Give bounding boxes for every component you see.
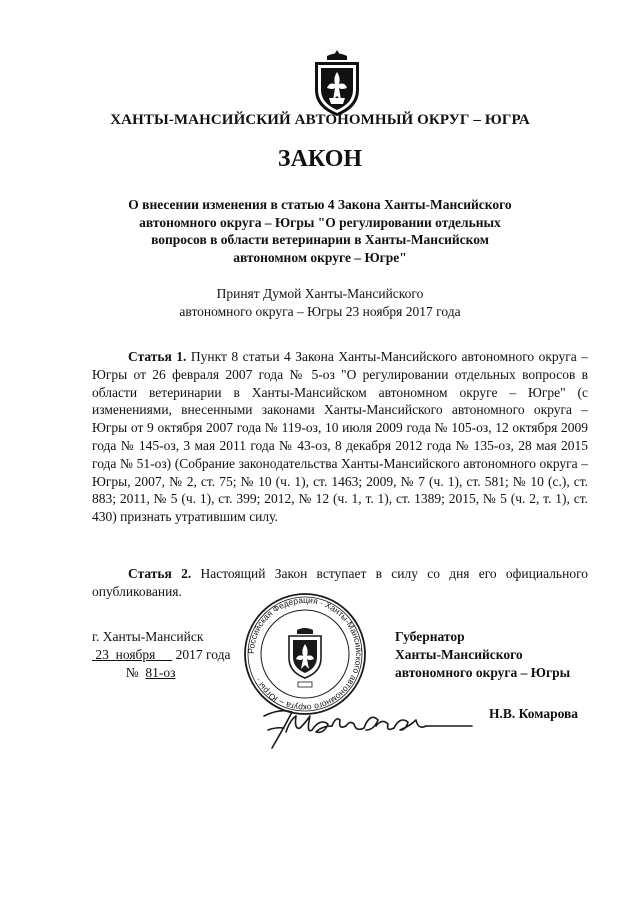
date-month: ноября [115, 647, 156, 662]
region-heading: ХАНТЫ-МАНСИЙСКИЙ АВТОНОМНЫЙ ОКРУГ – ЮГРА [110, 112, 530, 128]
governor-block [395, 628, 570, 682]
subject-line: вопросов в области ветеринарии в Ханты-Мансийском [151, 232, 489, 247]
article-2-label: Статья 2. [128, 566, 192, 581]
document-type-heading: ЗАКОН [277, 146, 363, 172]
number-value: 81-оз [145, 665, 176, 680]
governor-title-line: Губернатор [395, 629, 465, 644]
article-1-label: Статья 1. [128, 349, 187, 364]
number-line [92, 664, 230, 682]
article-2-text: Настоящий Закон вступает в силу со дня его официального опубликования. [92, 566, 589, 599]
governor-title-line: автономного округа – Югры [395, 665, 571, 680]
coat-of-arms-emblem [307, 48, 367, 118]
article-1-text: Пункт 8 статьи 4 Закона Ханты-Мансийского автономного округа – Югры от 26 февраля 2007 года № 5-оз "О регулировании отдельных вопросов в области ветеринарии в Ханты-Мансийском автономном округе – Югре" (с изменениями, внесенными законами Ханты-Мансийского автономного округа – Югры от 9 октября 2007 года № 119-оз, 10 июля 2009 года № 105-оз, 12 октября 2009 года № 145-оз, 3 мая 2011 года № 43-оз, 8 декабря 2012 года № 135-оз, 28 мая 2015 года № 51-оз) (Собрание законодательства Ханты-Мансийского автономного округа – Югры, 2007, № 2, ст. 75; № 10 (ч. 1), ст. 1463; 2009, № 7 (ч. 1), ст. 581; № 10 (с.), ст. 883; 2011, № 5 (ч. 1), ст. 399; 2012, № 12 (ч. 1, т. 1), ст. 1389; 2015, № 5 (ч. 2, т. 1), ст. 430) признать утратившим силу. [92, 349, 588, 525]
date-day: 23 [95, 647, 109, 662]
adoption-line: Принят Думой Ханты-Мансийского [216, 286, 424, 301]
handwritten-signature [250, 690, 475, 755]
adoption-note [0, 285, 640, 320]
city-line: г. Ханты-Мансийск [92, 629, 204, 644]
date-year: 2017 года [175, 647, 231, 662]
subject-line: автономном округе – Югре" [233, 249, 407, 265]
number-prefix: № [125, 665, 139, 680]
seal-ring-text: Российская Федерация · Ханты-Мансийского автономного округа – Югры · [245, 594, 365, 714]
article-1 [92, 348, 588, 526]
governor-title-line: Ханты-Мансийского [395, 647, 523, 662]
subject-line: О внесении изменения в статью 4 Закона Ханты-Мансийского [128, 197, 512, 212]
date-line [92, 646, 230, 664]
place-date-block [92, 628, 230, 682]
adoption-line: автономного округа – Югры 23 ноября 2017 года [179, 303, 461, 319]
seal-emblem-icon [289, 628, 321, 687]
subject-line: автономного округа – Югры "О регулировании отдельных [139, 214, 501, 230]
law-subject-title [90, 196, 550, 266]
governor-name: Н.В. Комарова [489, 706, 579, 721]
